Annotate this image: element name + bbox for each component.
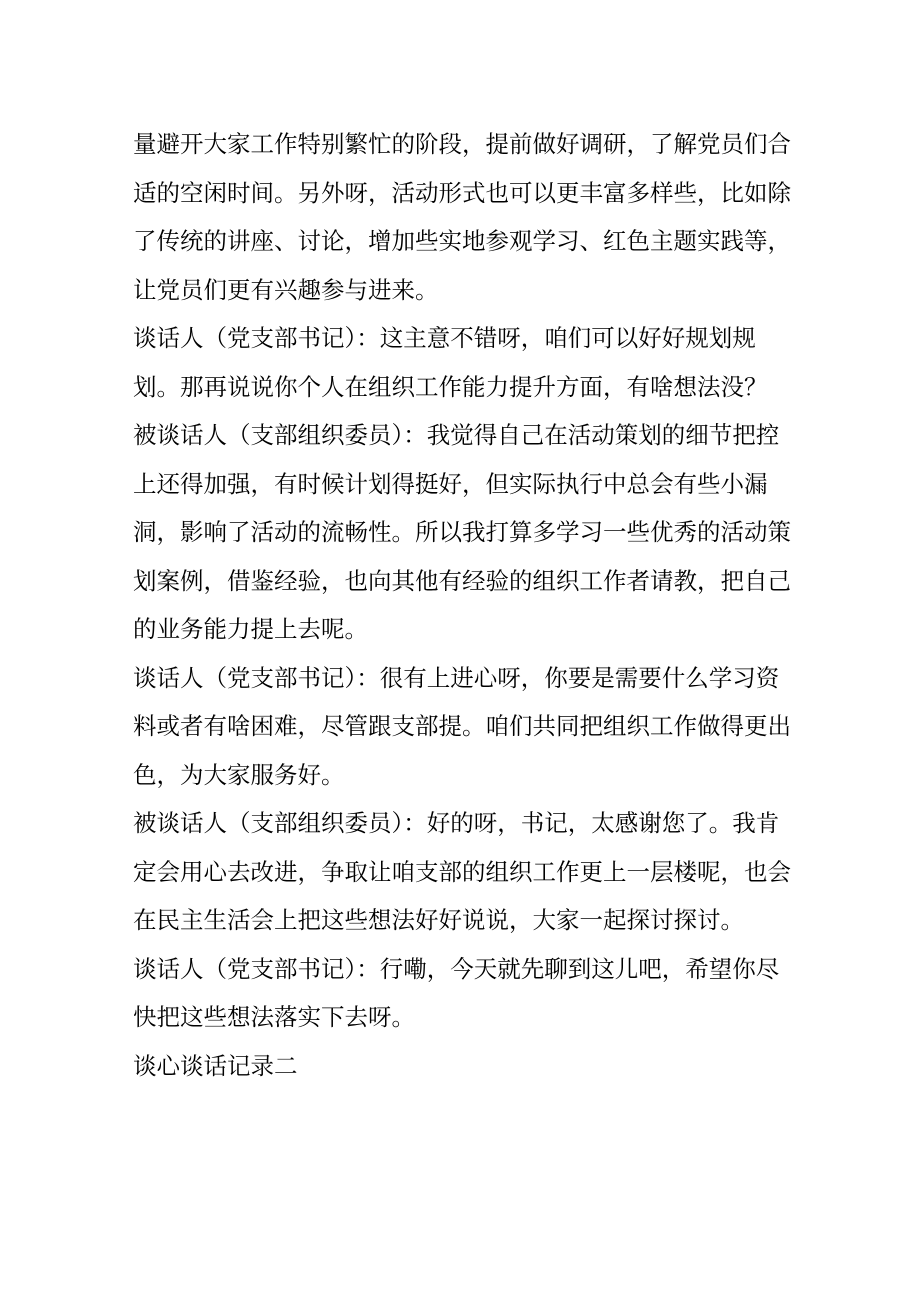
text-line: 快把这些想法落实下去呀。 — [133, 1003, 415, 1031]
text-line: 了传统的讲座、讨论，增加些实地参观学习、红色主题实践等， — [133, 227, 791, 255]
text-line: 量避开大家工作特别繁忙的阶段，提前做好调研，了解党员们合 — [133, 130, 791, 158]
text-line: 适的空闲时间。另外呀，活动形式也可以更丰富多样些，比如除 — [133, 178, 791, 207]
text-line: 让党员们更有兴趣参与进来。 — [133, 275, 439, 304]
document-body — [133, 120, 793, 1090]
text-line: 的业务能力提上去呢。 — [133, 615, 368, 643]
text-line: 谈话人（党支部书记）：很有上进心呀，你要是需要什么学习资 — [133, 663, 780, 692]
section-heading: 谈心谈话记录二 — [133, 1051, 298, 1080]
text-line: 划。那再说说你个人在组织工作能力提升方面，有啥想法没？ — [133, 372, 768, 401]
text-line: 被谈话人（支部组织委员）：好的呀，书记，太感谢您了。我肯 — [133, 809, 780, 837]
text-line: 谈话人（党支部书记）：这主意不错呀，咱们可以好好规划规 — [133, 324, 756, 352]
text-line: 料或者有啥困难，尽管跟支部提。咱们共同把组织工作做得更出 — [133, 712, 791, 740]
text-line: 划案例，借鉴经验，也向其他有经验的组织工作者请教，把自己 — [133, 566, 791, 595]
text-line: 谈话人（党支部书记）：行嘞，今天就先聊到这儿吧，希望你尽 — [133, 954, 780, 983]
text-line: 定会用心去改进，争取让咱支部的组织工作更上一层楼呢，也会 — [133, 857, 791, 886]
text-line: 色，为大家服务好。 — [133, 760, 345, 789]
text-line: 在民主生活会上把这些想法好好说说，大家一起探讨探讨。 — [133, 906, 744, 934]
text-line: 洞，影响了活动的流畅性。所以我打算多学习一些优秀的活动策 — [133, 518, 791, 546]
text-line: 被谈话人（支部组织委员）：我觉得自己在活动策划的细节把控 — [133, 421, 780, 449]
text-line: 上还得加强，有时候计划得挺好，但实际执行中总会有些小漏 — [133, 469, 768, 498]
